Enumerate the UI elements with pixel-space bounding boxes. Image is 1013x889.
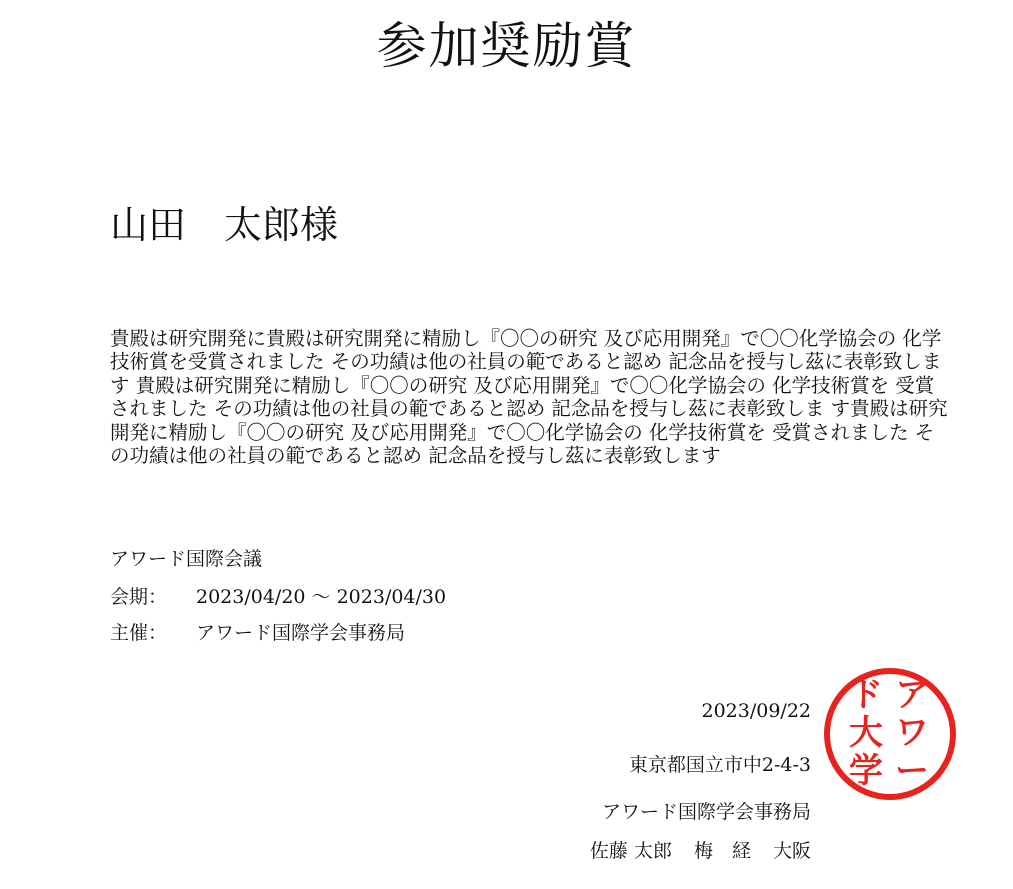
issue-date: 2023/09/22 <box>701 700 811 722</box>
signer-name: 梅 経 <box>693 840 751 862</box>
event-period-label: 会期： <box>110 586 168 608</box>
seal-char: ワ <box>895 713 929 753</box>
seal-char: 大 <box>849 713 883 753</box>
event-host-label: 主催： <box>110 622 168 644</box>
certificate-title: 参加奨励賞 <box>376 17 637 75</box>
signer-name: 大阪 <box>772 840 811 862</box>
event-name: アワード国際会議 <box>110 548 263 570</box>
issuer-office: アワード国際学会事務局 <box>601 801 811 823</box>
signer-name: 佐藤 太郎 <box>589 840 672 862</box>
seal-char: ド <box>849 675 883 715</box>
event-host-row <box>110 620 405 646</box>
seal-stamp <box>820 664 960 804</box>
seal-ring <box>827 671 953 797</box>
certificate-body-text: 貴殿は研究開発に貴殿は研究開発に精励し『〇〇の研究 及び応用開発』で〇〇化学協会の 化学技術賞を受賞されました その功績は他の社員の範であると認め 記念品を授与し茲に表彰致します 貴殿は研究開発に精励し『〇〇の研究 及び応用開発』で〇〇化学協会の 化学技術賞を 受賞されました その功績は他の社員の範であると認め 記念品を授与し茲に表彰致しま す貴殿は研究開発に精励し『〇〇の研究 及び応用開発』で〇〇化学協会の 化学技術賞を 受賞されました その功績は他の社員の範であると認め 記念品を授与し茲に表彰致します <box>110 327 948 468</box>
seal-char: ー <box>895 751 929 791</box>
signers-line <box>590 838 811 864</box>
event-period-row <box>110 584 446 610</box>
seal-char: 学 <box>849 751 883 791</box>
issuer-address: 東京都国立市中2-4-3 <box>628 754 811 776</box>
recipient-name: 山田 太郎様 <box>110 203 339 247</box>
event-host-value: アワード国際学会事務局 <box>196 622 406 644</box>
event-period-value: 2023/04/20 ～ 2023/04/30 <box>196 586 447 608</box>
seal-char: ア <box>895 675 929 715</box>
